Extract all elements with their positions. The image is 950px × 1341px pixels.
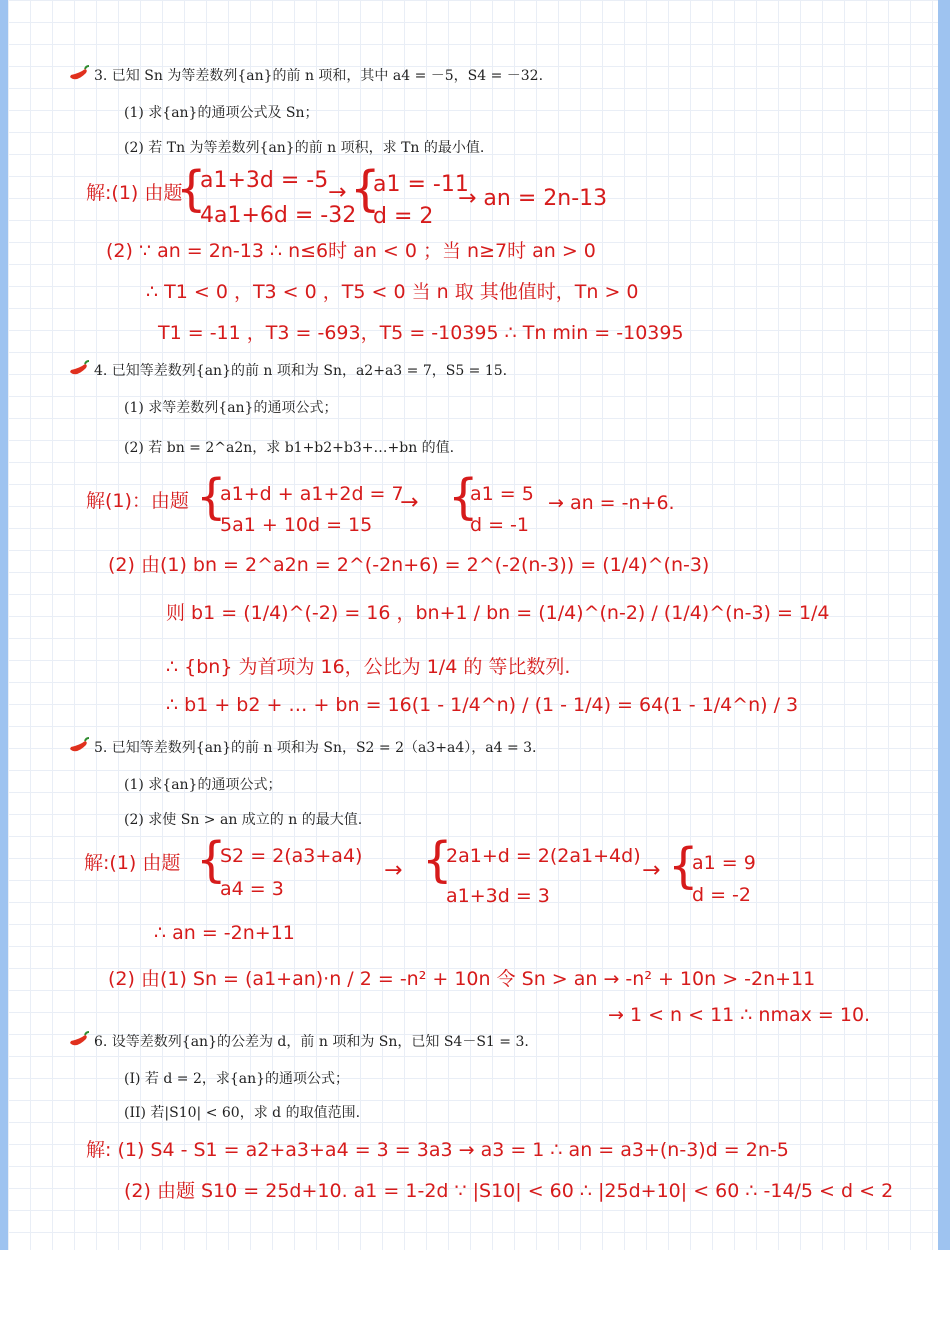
problem-5-part-2: (2) 求使 Sn > an 成立的 n 的最大值.	[124, 812, 363, 828]
p4-brace-2: {	[448, 469, 479, 525]
p4-part2-line3: ∴ {bn} 为首项为 16，公比为 1/4 的 等比数列.	[166, 656, 571, 678]
p5-d: d = -2	[692, 884, 752, 906]
p5-arrow-2: →	[642, 858, 661, 883]
p3-sol-label: 解:(1) 由题	[86, 182, 183, 204]
problem-3-part-1: (1) 求{an}的通项公式及 Sn；	[124, 105, 319, 121]
chili-pepper-icon	[68, 65, 90, 87]
p5-eq-3: 2a1+d = 2(2a1+4d)	[446, 845, 641, 867]
p3-eq-2: 4a1+6d = -32	[200, 203, 357, 228]
p3-brace-2: {	[350, 161, 381, 217]
p5-eq-1: S2 = 2(a3+a4)	[220, 845, 363, 867]
p3-part2-line3: T1 = -11 ，T3 = -693，T5 = -10395 ∴ Tn min = -10395	[158, 322, 684, 344]
problem-6-statement: 6. 设等差数列{an}的公差为 d，前 n 项和为 Sn，已知 S4－S1 = 3.	[68, 1031, 529, 1053]
chili-pepper-icon	[68, 737, 90, 759]
p6-part1-line: 解: (1) S4 - S1 = a2+a3+a4 = 3 = 3a3 → a3 = 1 ∴ an = a3+(n-3)d = 2n-5	[86, 1139, 789, 1161]
p3-an: → an = 2n-13	[458, 186, 608, 211]
problem-6-part-1: (I) 若 d = 2，求{an}的通项公式；	[124, 1071, 350, 1087]
p4-sol-label: 解(1)：由题	[86, 490, 189, 512]
p3-brace-1: {	[176, 161, 207, 217]
problem-4-statement: 4. 已知等差数列{an}的前 n 项和为 Sn，a2+a3 = 7，S5 = 15.	[68, 360, 507, 382]
problem-6-part-2: (II) 若|S10| < 60，求 d 的取值范围.	[124, 1105, 361, 1121]
right-blue-margin	[938, 0, 950, 1250]
p5-brace-1: {	[196, 832, 227, 888]
p5-an: ∴ an = -2n+11	[154, 922, 295, 944]
p5-brace-2: {	[422, 832, 453, 888]
p3-arrow-1: →	[328, 180, 347, 205]
p4-part2-line2: 则 b1 = (1/4)^(-2) = 16 ，bn+1 / bn = (1/4)^(n-2) / (1/4)^(n-3) = 1/4	[166, 602, 830, 624]
p4-a1: a1 = 5	[470, 483, 534, 505]
p3-part2-line1: (2) ∵ an = 2n-13 ∴ n≤6时 an < 0 ；当 n≥7时 an > 0	[106, 240, 596, 262]
p3-a1: a1 = -11	[373, 172, 469, 197]
p3-d: d = 2	[373, 204, 434, 229]
p4-brace-1: {	[196, 469, 227, 525]
chili-pepper-icon	[68, 360, 90, 382]
p5-eq-2: a4 = 3	[220, 878, 284, 900]
problem-3-part-2: (2) 若 Tn 为等差数列{an}的前 n 项积，求 Tn 的最小值.	[124, 140, 485, 156]
p5-brace-3: {	[668, 838, 699, 894]
p3-part2-line2: ∴ T1 < 0 ，T3 < 0 ，T5 < 0 当 n 取 其他值时，Tn > 0	[146, 281, 639, 303]
left-blue-margin	[0, 0, 8, 1250]
p4-part2-line4: ∴ b1 + b2 + … + bn = 16(1 - 1/4^n) / (1 - 1/4) = 64(1 - 1/4^n) / 3	[166, 694, 799, 716]
problem-5-part-1: (1) 求{an}的通项公式；	[124, 777, 282, 793]
problem-4-part-1: (1) 求等差数列{an}的通项公式；	[124, 400, 338, 416]
problem-5-statement: 5. 已知等差数列{an}的前 n 项和为 Sn，S2 = 2（a3+a4），a4 = 3.	[68, 737, 536, 759]
p5-part2-line2: → 1 < n < 11 ∴ nmax = 10.	[608, 1004, 871, 1026]
problem-3-statement: 3. 已知 Sn 为等差数列{an}的前 n 项和，其中 a4 = －5，S4 = －32.	[68, 65, 543, 87]
p4-eq-1: a1+d + a1+2d = 7	[220, 483, 404, 505]
p4-arrow-1: →	[400, 490, 419, 515]
p5-part2-line1: (2) 由(1) Sn = (a1+an)·n / 2 = -n² + 10n 令 Sn > an → -n² + 10n > -2n+11	[108, 968, 816, 990]
p4-d: d = -1	[470, 514, 530, 536]
p4-eq-2: 5a1 + 10d = 15	[220, 514, 373, 536]
p6-part2-line: (2) 由题 S10 = 25d+10. a1 = 1-2d ∵ |S10| < 60 ∴ |25d+10| < 60 ∴ -14/5 < d < 2	[124, 1180, 894, 1202]
p5-sol-label: 解:(1) 由题	[84, 852, 181, 874]
p5-a1: a1 = 9	[692, 852, 756, 874]
problem-4-part-2: (2) 若 bn = 2^a2n，求 b1+b2+b3+…+bn 的值.	[124, 440, 455, 456]
p5-eq-4: a1+3d = 3	[446, 885, 550, 907]
chili-pepper-icon	[68, 1031, 90, 1053]
p3-eq-1: a1+3d = -5	[200, 168, 329, 193]
p4-an: → an = -n+6.	[548, 492, 675, 514]
p4-part2-line1: (2) 由(1) bn = 2^a2n = 2^(-2n+6) = 2^(-2(n-3)) = (1/4)^(n-3)	[108, 554, 710, 576]
grid-paper-page	[8, 0, 938, 1250]
p5-arrow-1: →	[384, 858, 403, 883]
